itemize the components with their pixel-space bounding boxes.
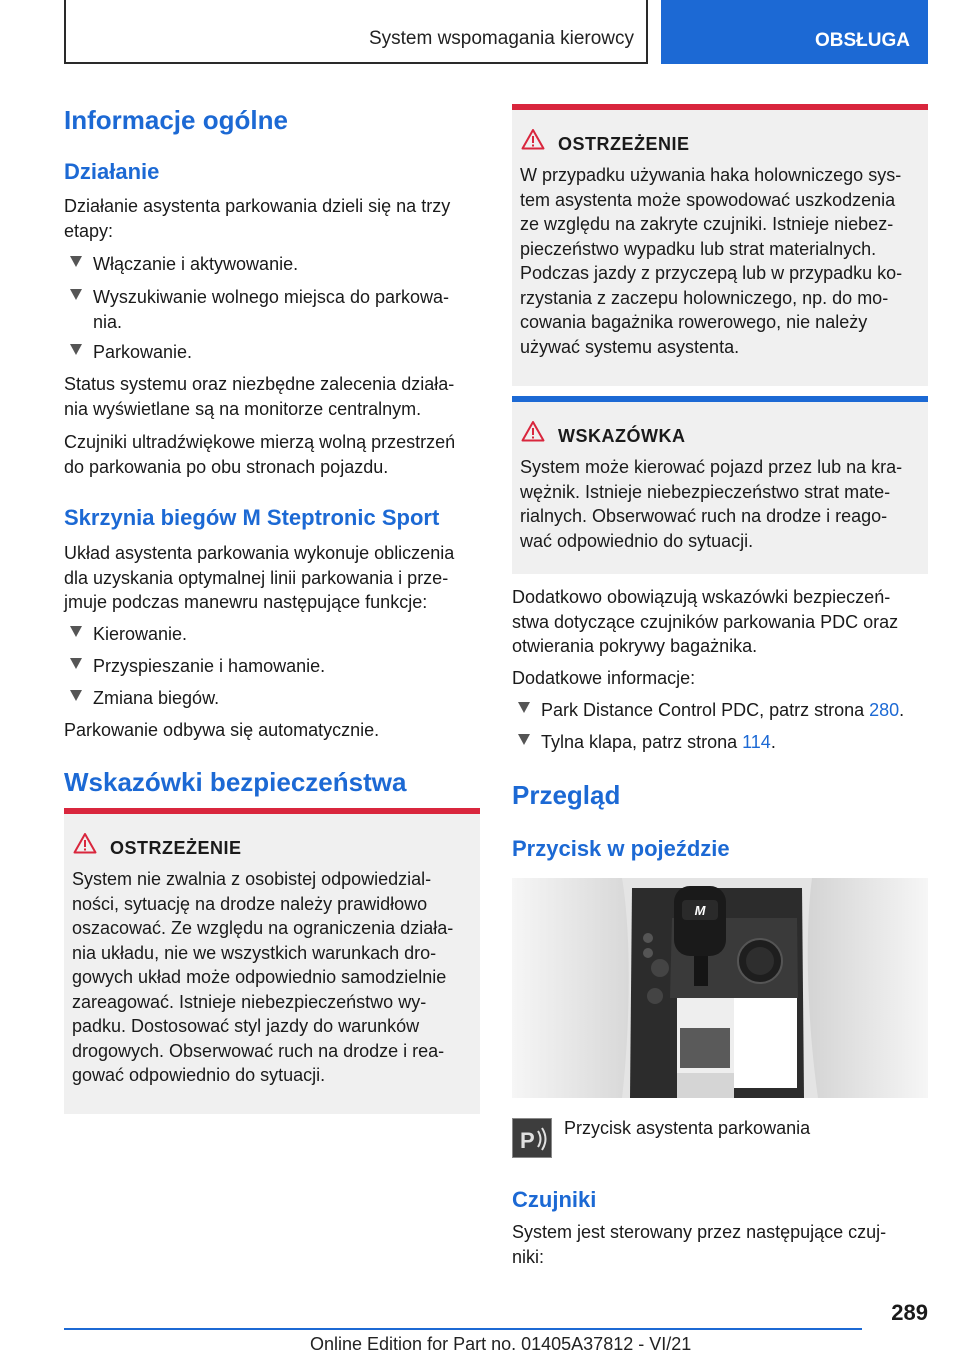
paragraph-additional-info: Dodatkowe informacje: bbox=[512, 668, 696, 688]
warning-text: System nie zwalnia z osobistej odpowiedzial- ności, sytuację na drodze należy prawidłowo oszacować. Ze względu na ograniczenia działa- nia układu, nie we wszystkich warunkach dro- gowych układ może odpowiednio samodzielnie zareagować. Istnieje niebezpieczeństwo wy- padku. Dostosować styl jazdy do warunków drogowych. Obserwować ruch na drodze i rea- gować odpowiednio do sytuacji. bbox=[72, 869, 454, 1085]
paragraph-automatic: Parkowanie odbywa się automatycznie. bbox=[64, 720, 380, 740]
heading-gearbox: Skrzynia biegów M Steptronic Sport bbox=[64, 505, 440, 530]
triangle-bullet-icon bbox=[518, 734, 530, 745]
triangle-bullet-icon bbox=[70, 658, 82, 669]
footer-edition: Online Edition for Part no. 01405A37812 - VI/21 bbox=[310, 1334, 692, 1354]
note-text: System może kierować pojazd przez lub na kra- wężnik. Istnieje niebezpieczeństwo strat mate- rialnych. Obserwować ruch na drodze i reago- wać odpowiednio do sytuacji. bbox=[520, 457, 903, 551]
heading-function: Działanie bbox=[64, 159, 160, 184]
warning-bar bbox=[64, 808, 480, 814]
note-title: WSKAZÓWKA bbox=[558, 426, 686, 446]
warning-triangle-icon bbox=[521, 420, 545, 442]
heading-button-in-vehicle: Przycisk w pojeździe bbox=[512, 836, 730, 861]
list-item: Przyspieszanie i hamowanie. bbox=[64, 654, 480, 679]
heading-general-info: Informacje ogólne bbox=[64, 105, 288, 135]
triangle-bullet-icon bbox=[70, 344, 82, 355]
warning-box bbox=[64, 808, 480, 1114]
paragraph-function: Działanie asystenta parkowania dzieli się na trzy etapy: bbox=[64, 196, 451, 241]
paragraph-sensor-list: System jest sterowany przez następujące czuj- niki: bbox=[512, 1222, 887, 1267]
paragraph-sensors: Czujniki ultradźwiękowe mierzą wolną przestrzeń do parkowania po obu stronach pojazdu. bbox=[64, 432, 456, 477]
page-link-114[interactable]: 114 bbox=[742, 732, 771, 752]
triangle-bullet-icon bbox=[70, 256, 82, 267]
list-item: Wyszukiwanie wolnego miejsca do parkowa- nia. bbox=[64, 285, 480, 334]
heading-sensors: Czujniki bbox=[512, 1187, 597, 1212]
m-logo: M bbox=[694, 903, 706, 918]
header-chapter-tab bbox=[661, 0, 928, 64]
triangle-bullet-icon bbox=[70, 690, 82, 701]
center-console-illustration bbox=[512, 878, 928, 1098]
paragraph-extra-safety: Dodatkowo obowiązują wskazówki bezpieczeń- stwa dotyczące czujników parkowania PDC oraz otwierania pokrywy bagażnika. bbox=[512, 587, 899, 656]
warning-triangle-icon bbox=[73, 832, 97, 854]
paragraph-gearbox: Układ asystenta parkowania wykonuje obliczenia dla uzyskania optymalnej linii parkowania i prze- jmuje podczas manewru następujące funkcje: bbox=[64, 543, 455, 612]
svg-text:P: P bbox=[520, 1128, 535, 1153]
warning-bar bbox=[512, 104, 928, 110]
list-item: Kierowanie. bbox=[64, 622, 480, 647]
list-item: Parkowanie. bbox=[64, 340, 480, 365]
paragraph-status: Status systemu oraz niezbędne zalecenia działa- nia wyświetlane są na monitorze centralnym. bbox=[64, 374, 455, 419]
header-chapter-title: OBSŁUGA bbox=[815, 30, 910, 51]
warning-title: OSTRZEŻENIE bbox=[110, 838, 242, 858]
note-bar bbox=[512, 396, 928, 402]
triangle-bullet-icon bbox=[70, 626, 82, 637]
note-box bbox=[512, 396, 928, 574]
triangle-bullet-icon bbox=[518, 702, 530, 713]
footer-divider bbox=[64, 1328, 862, 1330]
warning-triangle-icon bbox=[521, 128, 545, 150]
parking-assistant-button bbox=[512, 1118, 552, 1158]
parking-assistant-icon bbox=[513, 1119, 553, 1159]
center-console-photo bbox=[512, 878, 928, 1098]
warning-box bbox=[512, 104, 928, 386]
list-item: Zmiana biegów. bbox=[64, 686, 480, 711]
list-item: Park Distance Control PDC, patrz strona 280. bbox=[512, 698, 928, 723]
list-item: Tylna klapa, patrz strona 114. bbox=[512, 730, 928, 755]
page-number: 289 bbox=[891, 1300, 928, 1325]
warning-text: W przypadku używania haka holowniczego sys- tem asystenta może spowodować uszkodzenia ze względu na zakryte czujniki. Istnieje niebez- pieczeństwo wypadku lub strat materialnych. Podczas jazdy z przyczepą lub w przypadku ko- rzystania z zaczepu holowniczego, np. do mo- cowania bagażnika rowerowego, nie należy używać systemu asystenta. bbox=[520, 165, 903, 357]
triangle-bullet-icon bbox=[70, 289, 82, 300]
page-link-280[interactable]: 280 bbox=[869, 700, 900, 720]
warning-title: OSTRZEŻENIE bbox=[558, 134, 690, 154]
list-item: Włączanie i aktywowanie. bbox=[64, 252, 480, 277]
page-header bbox=[64, 0, 928, 64]
header-section-tab bbox=[64, 0, 648, 64]
heading-overview: Przegląd bbox=[512, 780, 621, 810]
header-section-title: System wspomagania kierowcy bbox=[368, 28, 634, 49]
button-caption: Przycisk asystenta parkowania bbox=[564, 1118, 811, 1138]
heading-safety: Wskazówki bezpieczeństwa bbox=[64, 767, 407, 797]
